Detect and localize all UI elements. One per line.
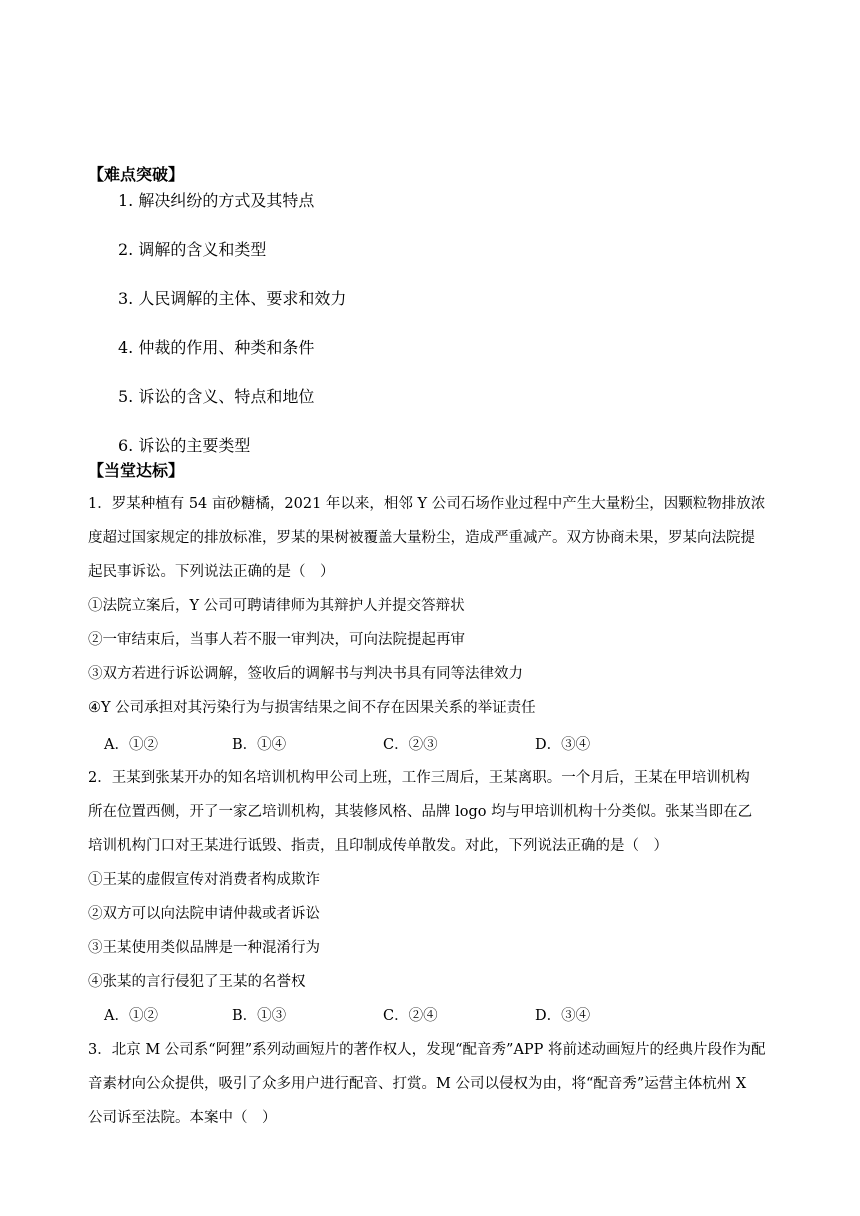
q2-stem-line: 2．王某到张某开办的知名培训机构甲公司上班，工作三周后，王某离职。一个月后，王某在甲培训机构	[88, 770, 750, 786]
q1-stem-line: 度超过国家规定的排放标准，罗某的果树被覆盖大量粉尘，造成严重减产。双方协商未果，罗某向法院提	[88, 530, 755, 546]
point-3: 3. 人民调解的主体、要求和效力	[118, 289, 347, 308]
point-1: 1. 解决纠纷的方式及其特点	[118, 191, 315, 210]
q1-option-a: A．①②	[104, 737, 158, 753]
q2-statement-1: ①王某的虚假宣传对消费者构成欺诈	[88, 872, 320, 888]
q2-option-d: D．③④	[535, 1008, 591, 1024]
q1-statement-2: ②一审结束后，当事人若不服一审判决，可向法院提起再审	[88, 632, 465, 648]
point-4: 4. 仲裁的作用、种类和条件	[118, 338, 315, 357]
q1-option-d: D．③④	[535, 737, 591, 753]
point-2: 2. 调解的含义和类型	[118, 240, 267, 259]
q1-statement-4: ④Y 公司承担对其污染行为与损害结果之间不存在因果关系的举证责任	[88, 700, 536, 716]
q2-option-c: C．②④	[383, 1008, 438, 1024]
point-5: 5. 诉讼的含义、特点和地位	[118, 387, 315, 406]
q1-statement-3: ③双方若进行诉讼调解，签收后的调解书与判决书具有同等法律效力	[88, 666, 523, 682]
q2-statement-4: ④张某的言行侵犯了王某的名誉权	[88, 974, 306, 990]
q1-stem-line: 起民事诉讼。下列说法正确的是（ ）	[88, 564, 335, 580]
point-6: 6. 诉讼的主要类型	[118, 436, 251, 455]
q1-option-b: B．①④	[232, 737, 287, 753]
q2-statement-3: ③王某使用类似品牌是一种混淆行为	[88, 940, 320, 956]
q2-stem-line: 所在位置西侧，开了一家乙培训机构，其装修风格、品牌 logo 均与甲培训机构十分类似。张某当即在乙	[88, 804, 753, 820]
q1-option-c: C．②③	[383, 737, 438, 753]
q2-stem-line: 培训机构门口对王某进行诋毁、指责，且印制成传单散发。对此，下列说法正确的是（ ）	[88, 838, 668, 854]
q3-stem-line: 音素材向公众提供，吸引了众多用户进行配音、打赏。M 公司以侵权为由，将“配音秀”运营主体杭州 X	[88, 1076, 747, 1092]
q2-option-b: B．①③	[232, 1008, 287, 1024]
section-title-difficulties: 【难点突破】	[88, 165, 185, 184]
q2-option-a: A．①②	[104, 1008, 158, 1024]
q2-statement-2: ②双方可以向法院申请仲裁或者诉讼	[88, 906, 320, 922]
q1-stem-line: 1．罗某种植有 54 亩砂糖橘，2021 年以来，相邻 Y 公司石场作业过程中产生大量粉尘，因颗粒物排放浓	[88, 496, 766, 512]
q3-stem-line: 公司诉至法院。本案中（ ）	[88, 1110, 277, 1126]
section-title-exercises: 【当堂达标】	[88, 461, 185, 480]
q3-stem-line: 3．北京 M 公司系“阿狸”系列动画短片的著作权人，发现“配音秀”APP 将前述动画短片的经典片段作为配	[88, 1042, 766, 1058]
q1-statement-1: ①法院立案后，Y 公司可聘请律师为其辩护人并提交答辩状	[88, 598, 465, 614]
